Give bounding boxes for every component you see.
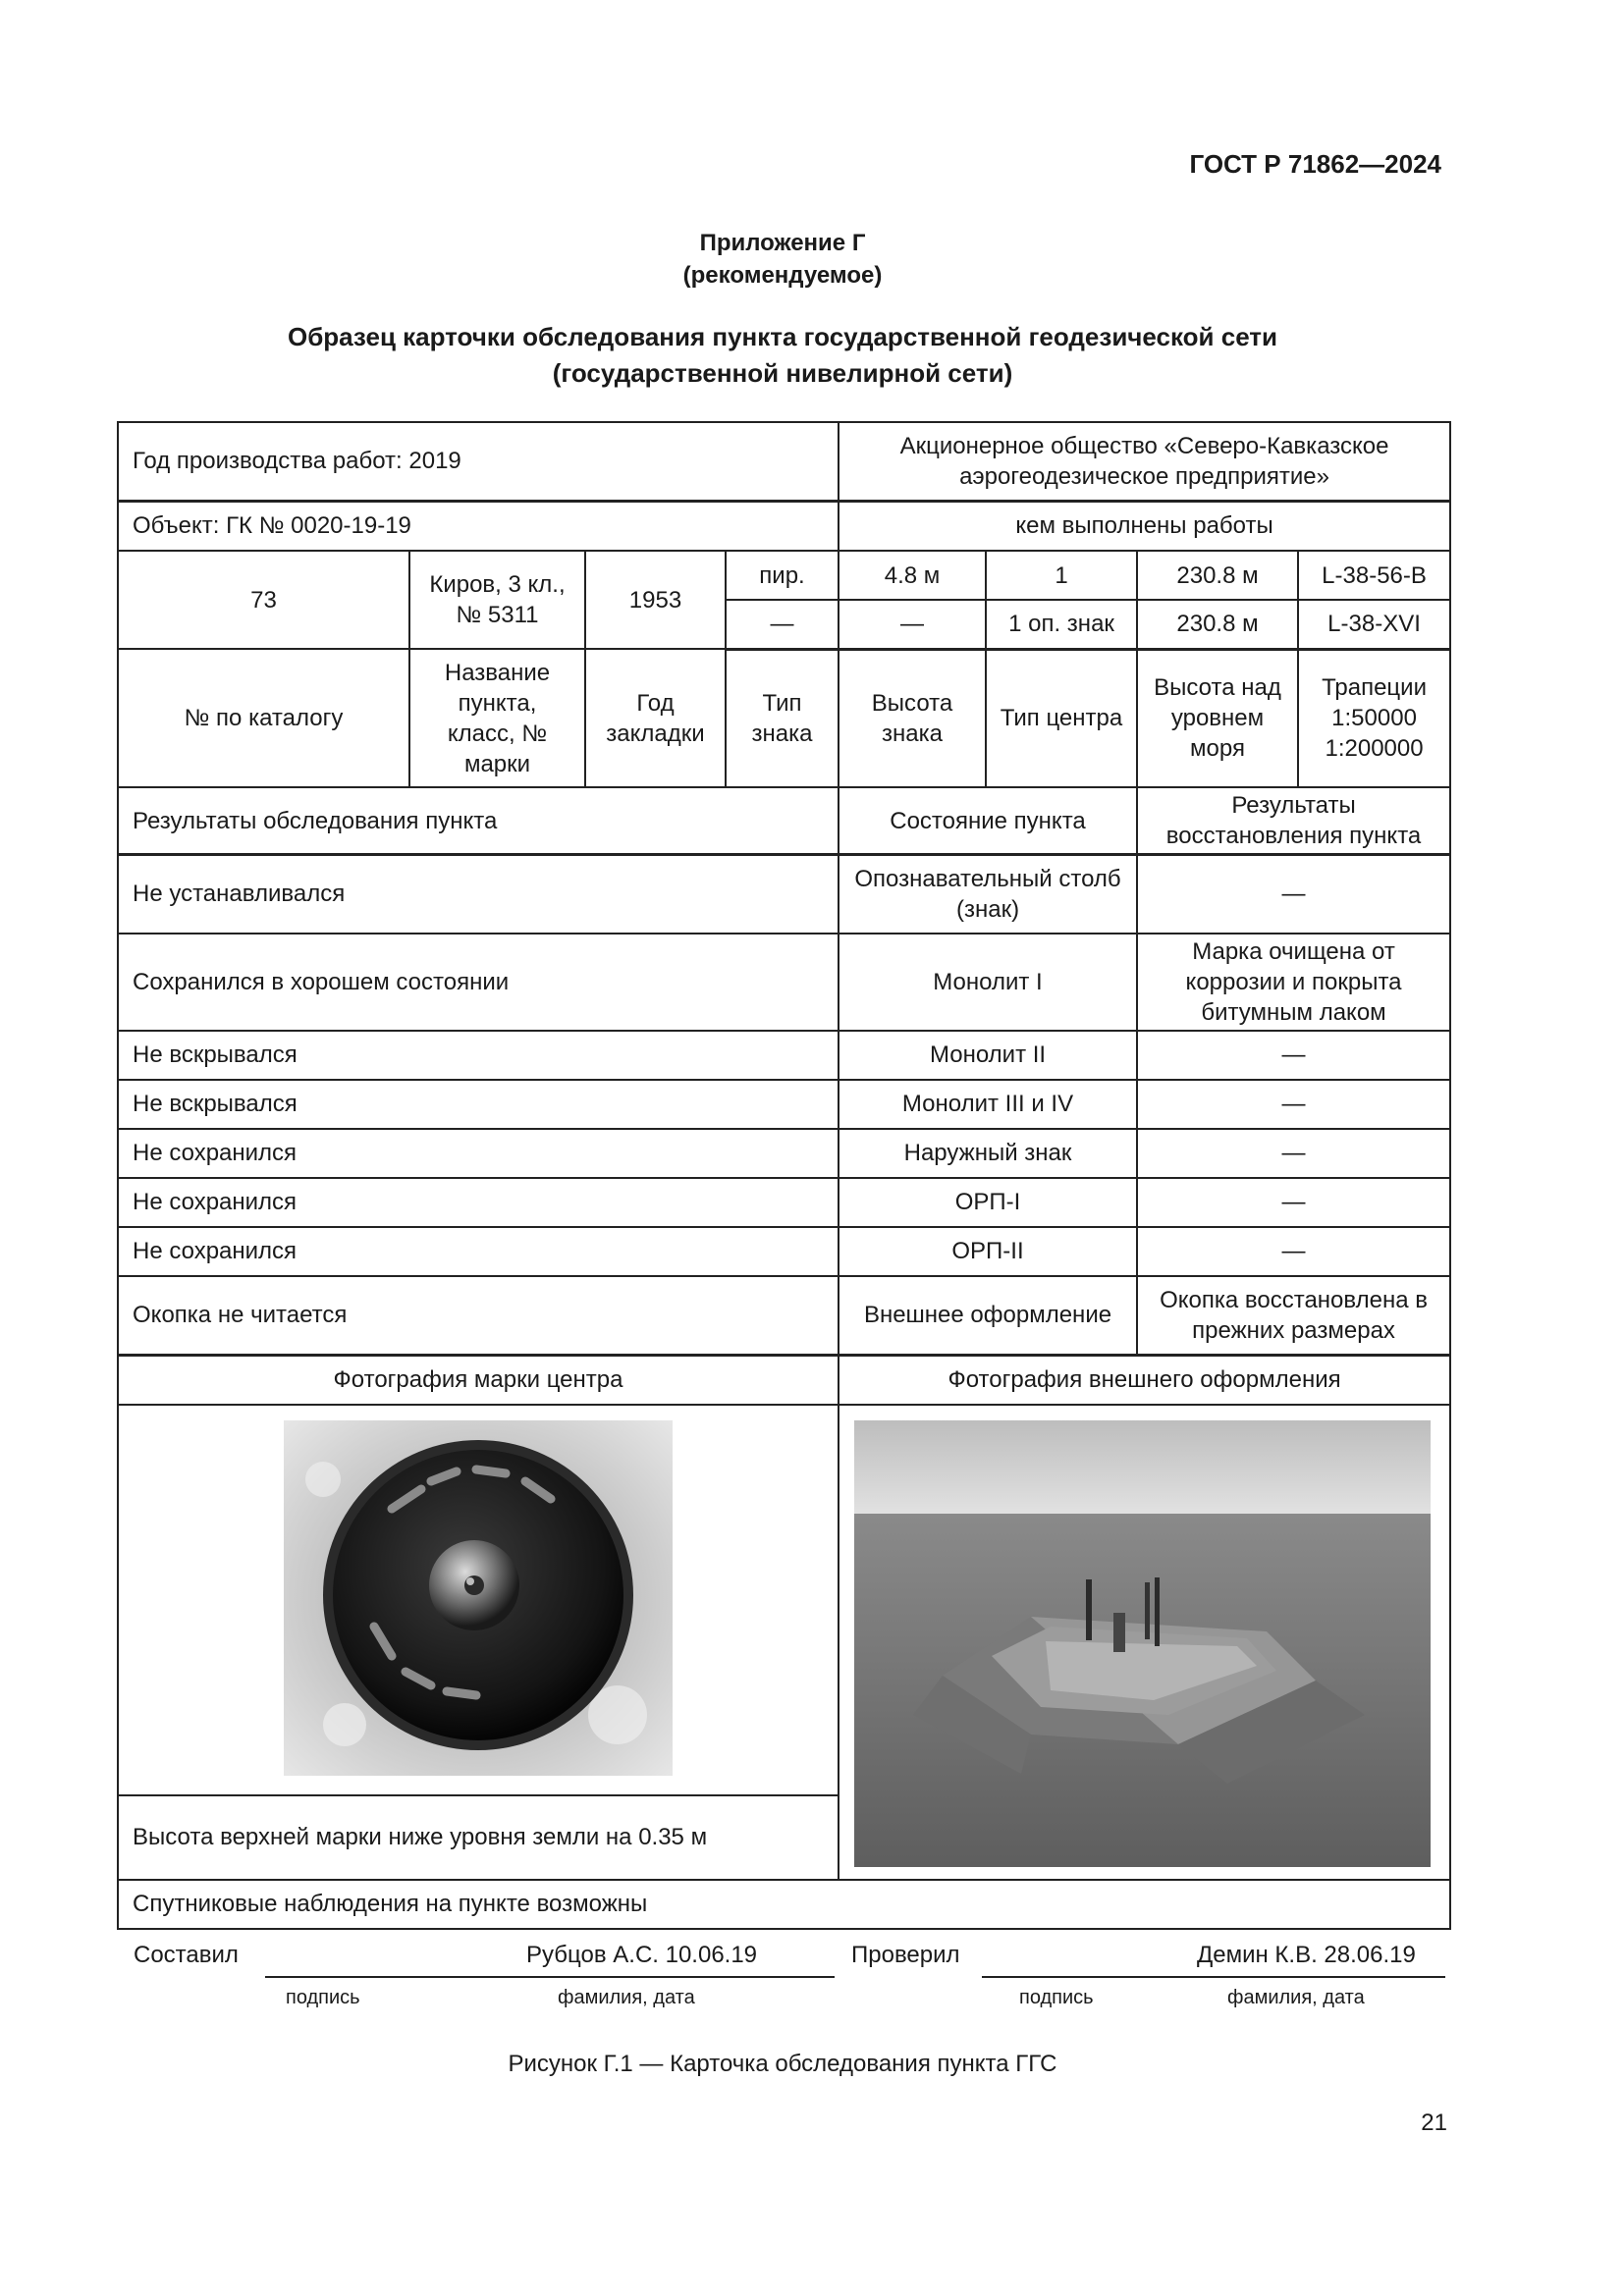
object-id: Объект: ГК № 0020-19-19 [118,501,839,551]
survey-state: Монолит III и IV [839,1080,1137,1129]
checked-name-hint: фамилия, дата [1227,1987,1365,2008]
page-title-line1: Образец карточки обследования пункта государственной геодезической сети [287,322,1278,351]
mark-depth-note: Высота верхней марки ниже уровня земли на 0.35 м [118,1795,839,1880]
checked-by-label: Проверил [851,1942,960,1968]
survey-result: Не сохранился [118,1227,839,1276]
center-type-1: 1 [986,551,1137,600]
survey-restoration: Окопка восстановлена в прежних размерах [1137,1276,1450,1356]
performed-by-label: кем выполнены работы [839,501,1450,551]
standard-number: ГОСТ Р 71862—2024 [1189,149,1441,179]
photo-exterior-cell [839,1405,1450,1880]
figure-caption: Рисунок Г.1 — Карточка обследования пункта ГГС [508,2051,1057,2077]
survey-restoration: — [1137,1178,1450,1227]
work-year: Год производства работ: 2019 [118,422,839,501]
checked-by-name: Демин К.В. 28.06.19 [1197,1942,1416,1968]
survey-state: Монолит II [839,1031,1137,1080]
header-name: Название пункта, класс, № марки [409,649,585,787]
survey-restoration: — [1137,1227,1450,1276]
header-restoration: Результаты восстановления пункта [1137,787,1450,855]
elevation-2: 230.8 м [1137,600,1298,649]
survey-restoration: — [1137,1031,1450,1080]
survey-state: Наружный знак [839,1129,1137,1178]
survey-state: Опознавательный столб (знак) [839,855,1137,934]
survey-result: Не вскрывался [118,1080,839,1129]
catalog-number: 73 [118,551,409,649]
header-trapezium: Трапеции 1:50000 1:200000 [1298,649,1450,787]
header-year: Год закладки [585,649,726,787]
compiled-sign-hint: подпись [286,1987,360,2008]
survey-restoration: Марка очищена от коррозии и покрыта битумным лаком [1137,934,1450,1031]
survey-restoration: — [1137,1080,1450,1129]
trapezium-2: L-38-XVI [1298,600,1450,649]
satellite-note: Спутниковые наблюдения на пункте возможны [118,1880,1450,1929]
sign-type-2: — [726,600,839,649]
point-name: Киров, 3 кл., № 5311 [409,551,585,649]
photo-mark-cell [118,1405,839,1795]
center-mark-image [284,1420,673,1776]
page-title-line2: (государственной нивелирной сети) [552,358,1013,388]
header-point-state: Состояние пункта [839,787,1137,855]
header-survey-results: Результаты обследования пункта [118,787,839,855]
elevation-1: 230.8 м [1137,551,1298,600]
compiled-name-hint: фамилия, дата [558,1987,695,2008]
survey-result: Не вскрывался [118,1031,839,1080]
photo-mark-label: Фотография марки центра [118,1356,839,1405]
survey-state: Внешнее оформление [839,1276,1137,1356]
sign-height-2: — [839,600,986,649]
survey-state: Монолит I [839,934,1137,1031]
survey-restoration: — [1137,855,1450,934]
survey-state: ОРП-II [839,1227,1137,1276]
exterior-photo [854,1420,1431,1867]
header-sign-type: Тип знака [726,649,839,787]
header-center-type: Тип центра [986,649,1137,787]
survey-state: ОРП-I [839,1178,1137,1227]
organization-name: Акционерное общество «Северо-Кавказское аэрогеодезическое предприятие» [839,422,1450,501]
trapezium-1: L-38-56-В [1298,551,1450,600]
appendix-subtitle: (рекомендуемое) [682,262,883,289]
header-sign-height: Высота знака [839,649,986,787]
checked-sign-hint: подпись [1019,1987,1094,2008]
checked-signature-line [982,1976,1445,1978]
center-type-2: 1 оп. знак [986,600,1137,649]
sign-type-1: пир. [726,551,839,600]
survey-result: Окопка не читается [118,1276,839,1356]
compiled-signature-line [265,1976,835,1978]
survey-result: Не сохранился [118,1178,839,1227]
year-laid: 1953 [585,551,726,649]
survey-result: Не устанавливался [118,855,839,934]
survey-result: Сохранился в хорошем состоянии [118,934,839,1031]
survey-restoration: — [1137,1129,1450,1178]
compiled-by-label: Составил [134,1942,239,1968]
compiled-by-name: Рубцов А.С. 10.06.19 [526,1942,758,1968]
page-number: 21 [1421,2109,1447,2136]
survey-result: Не сохранился [118,1129,839,1178]
exterior-image [854,1420,1431,1867]
sign-height-1: 4.8 м [839,551,986,600]
header-catalog: № по каталогу [118,649,409,787]
header-elevation: Высота над уровнем моря [1137,649,1298,787]
appendix-title: Приложение Г [699,230,866,256]
center-mark-photo [284,1420,673,1776]
photo-exterior-label: Фотография внешнего оформления [839,1356,1450,1405]
survey-card-table [117,421,1451,1930]
